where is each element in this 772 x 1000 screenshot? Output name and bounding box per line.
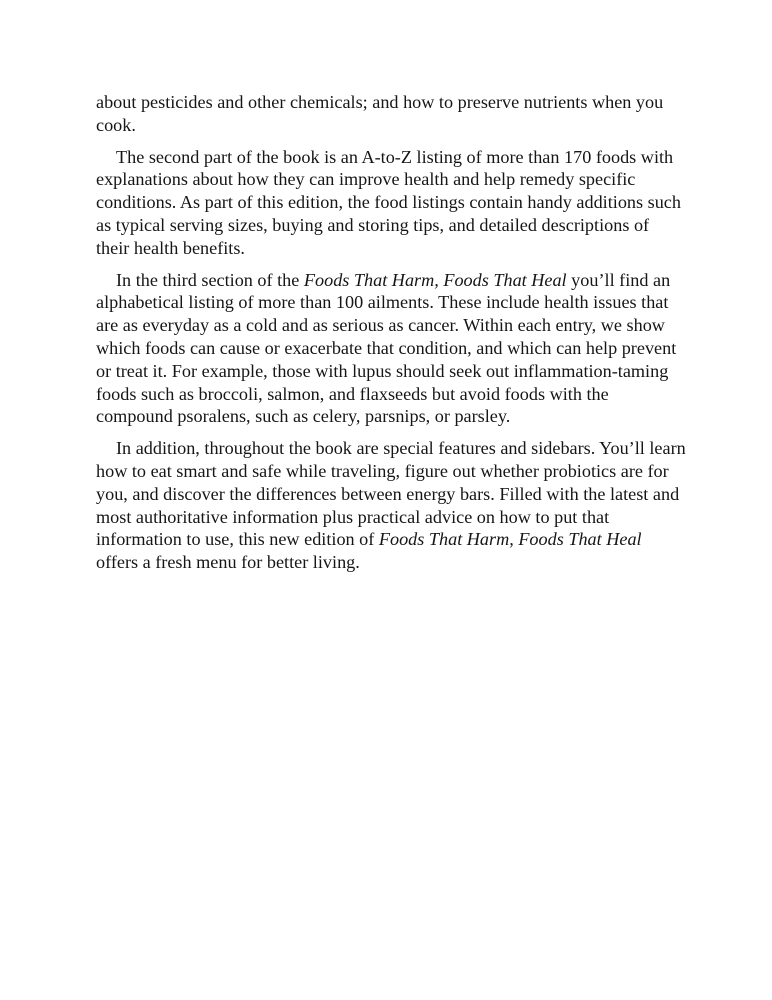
book-title-italic: Foods That Harm, Foods That Heal	[378, 529, 642, 550]
paragraph-text: The second part of the book is an A-to-Z listing of more than 170 foods with explanations about how they can improve health and help remedy specific conditions. As part of this edition, the food listings contain handy additions such as typical serving sizes, buying and storing tips, and detailed descriptions of their health benefits.	[96, 146, 681, 258]
paragraph-features	[96, 437, 686, 574]
paragraph-food-listing	[96, 146, 686, 260]
paragraph-text: offers a fresh menu for better living.	[96, 552, 360, 573]
paragraph-ailments	[96, 269, 686, 429]
paragraph-continuation	[96, 91, 686, 137]
paragraph-text: about pesticides and other chemicals; and how to preserve nutrients when you cook.	[96, 92, 664, 135]
paragraph-text: you’ll find an alphabetical listing of more than 100 ailments. These include health issues that are as everyday as a cold and as serious as cancer. Within each entry, we show which foods can cause or exacerbate that condition, and which can help prevent or treat it. For example, those with lupus should seek out inflammation-taming foods such as broccoli, salmon, and flaxseeds but avoid foods with the compound psoralens, such as celery, parsnips, or parsley.	[96, 269, 677, 427]
document-page	[96, 91, 686, 583]
paragraph-text: In the third section of the	[116, 269, 304, 290]
book-title-italic: Foods That Harm, Foods That Heal	[303, 269, 567, 290]
paragraph-text: In addition, throughout the book are special features and sidebars. You’ll learn how to eat smart and safe while traveling, figure out whether probiotics are for you, and discover the differences between energy bars. Filled with the latest and most authoritative information plus practical advice on how to put that information to use, this new edition of	[96, 438, 686, 550]
